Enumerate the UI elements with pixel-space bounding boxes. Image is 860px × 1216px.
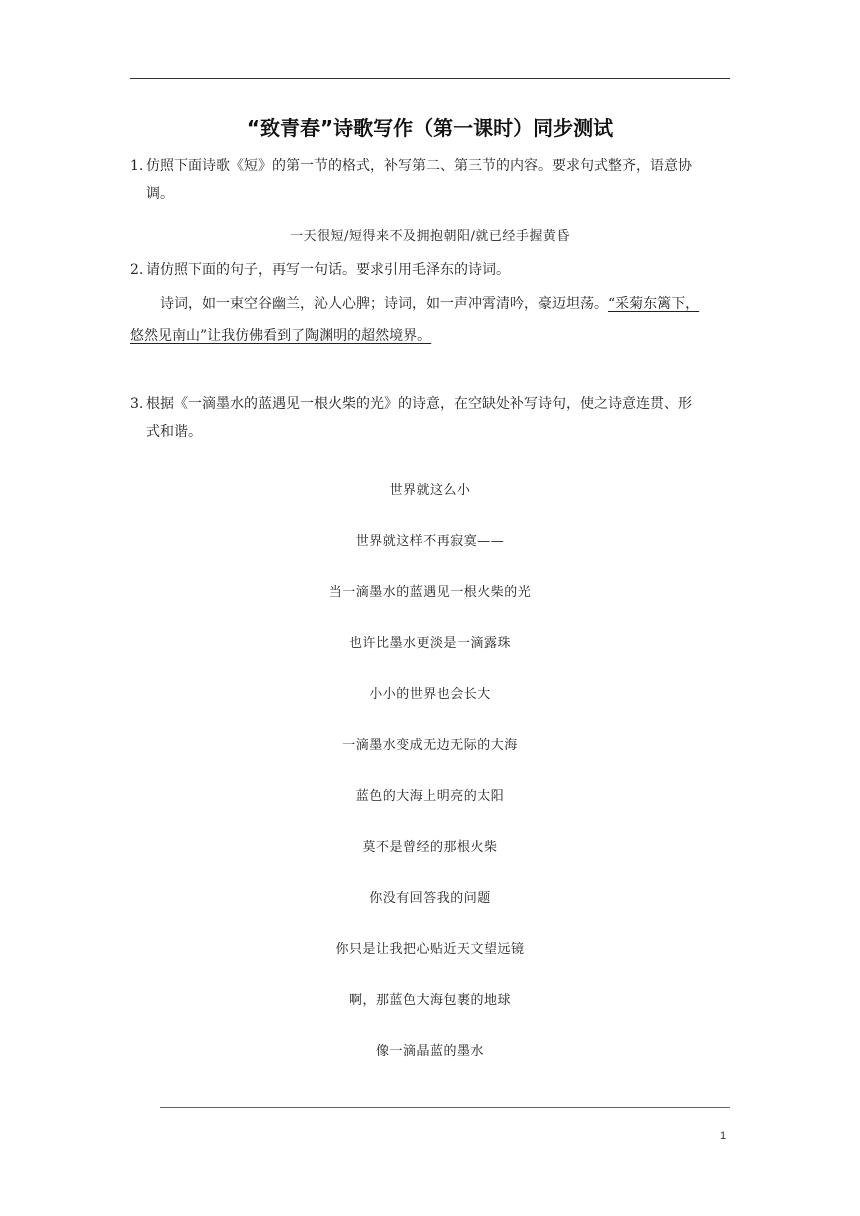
- example-paragraph: [130, 290, 730, 318]
- poem-line: 啊，那蓝色大海包裹的地球: [348, 993, 511, 1008]
- question-2: [130, 256, 730, 284]
- poem-line: 你没有回答我的问题: [369, 891, 491, 906]
- question-text: 仿照下面诗歌《短》的第一节的格式，补写第二、第三节的内容。要求句式整齐，语意协: [146, 158, 692, 174]
- poem-line: 世界就这样不再寂寞——: [355, 534, 505, 549]
- question-number: 1.: [130, 158, 144, 174]
- question-text-continued: 调。: [146, 186, 174, 202]
- poem-line: 莫不是曾经的那根火柴: [362, 840, 498, 855]
- header-rule: [130, 78, 730, 79]
- poem-line: 小小的世界也会长大: [369, 687, 491, 702]
- question-text: 请仿照下面的句子，再写一句话。要求引用毛泽东的诗词。: [146, 262, 510, 278]
- footer-rule: [160, 1107, 730, 1108]
- question-text-continued: 式和谐。: [146, 424, 202, 440]
- poem-line: 像一滴晶蓝的墨水: [375, 1044, 484, 1059]
- example-verse: 一天很短/短得来不及拥抱朝阳/就已经手握黄昏: [290, 229, 570, 244]
- question-number: 2.: [130, 262, 144, 278]
- page-number: 1: [720, 1130, 727, 1142]
- underlined-sentence: “采菊东篱下，: [608, 296, 700, 312]
- question-number: 3.: [130, 396, 144, 412]
- question-text: 根据《一滴墨水的蓝遇见一根火柴的光》的诗意，在空缺处补写诗句，使之诗意连贯、形: [146, 396, 692, 412]
- poem-line: 蓝色的大海上明亮的太阳: [355, 789, 505, 804]
- example-paragraph-continued: [130, 322, 730, 350]
- poem-line: 世界就这么小: [389, 483, 471, 498]
- question-3: [130, 390, 730, 446]
- page-title: “致青春”诗歌写作（第一课时）同步测试: [246, 116, 614, 140]
- underlined-sentence: 悠然见南山”让我仿佛看到了陶渊明的超然境界。: [130, 328, 432, 344]
- poem-line: 一滴墨水变成无边无际的大海: [342, 738, 518, 753]
- poem-line: 你只是让我把心贴近天文望远镜: [335, 942, 525, 957]
- paragraph-text: 诗词，如一束空谷幽兰，沁人心脾；诗词，如一声冲霄清吟，豪迈坦荡。: [160, 296, 608, 312]
- poem-line: 也许比墨水更淡是一滴露珠: [348, 636, 511, 651]
- poem-line: 当一滴墨水的蓝遇见一根火柴的光: [328, 585, 532, 600]
- question-1: [130, 152, 730, 208]
